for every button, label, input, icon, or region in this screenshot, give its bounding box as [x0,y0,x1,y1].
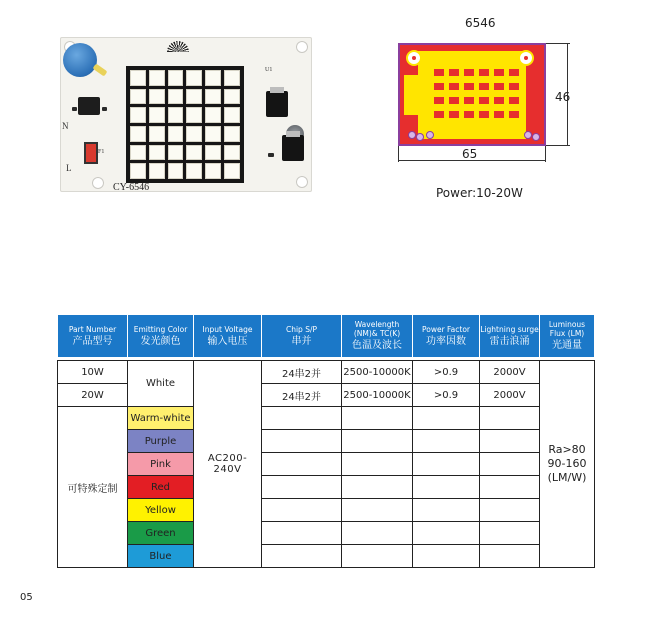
empty-cell [342,476,413,499]
pcb-pad-cell [492,81,506,92]
led-chip [224,107,240,123]
width-dimension: 65 [462,147,478,161]
empty-cell [480,476,540,499]
mount-ring [518,50,534,66]
pf-cell: >0.9 [413,361,480,384]
pcb-pad-cell [462,81,476,92]
led-chip [130,163,146,179]
empty-cell [413,522,480,545]
empty-cell [262,522,342,545]
led-chip [168,145,184,161]
led-chip [149,107,165,123]
pcb-pad-cell [462,67,476,78]
part-cell: 10W [58,361,128,384]
smd-component [268,153,274,157]
empty-cell [413,430,480,453]
wavelength-cell: 2500-10000K [342,361,413,384]
empty-cell [480,453,540,476]
board-model-label: CY-6546 [113,182,150,193]
board-marking-u1: U1 [265,67,273,73]
led-board-photo [60,37,312,192]
pcb-pad-cell [507,67,521,78]
table-row [58,361,595,384]
pcb-pad-cell [492,109,506,120]
led-chip [224,145,240,161]
bridge-rectifier [78,97,100,115]
led-chip [149,89,165,105]
led-chip [168,107,184,123]
wavelength-cell: 2500-10000K [342,384,413,407]
table-row [58,430,595,453]
page-number: 05 [20,592,33,603]
table-row [58,476,595,499]
led-chip [205,70,221,86]
led-chip [205,126,221,142]
pcb-pad-cell [477,67,491,78]
empty-cell [342,453,413,476]
empty-cell [262,453,342,476]
color-cell-pink: Pink [128,453,194,476]
color-cell-green: Green [128,522,194,545]
fuse-component [84,142,98,164]
chip-cell: 24串2并 [262,361,342,384]
led-array [126,66,244,183]
empty-cell [413,453,480,476]
varistor-lead [93,64,108,77]
led-chip [186,163,202,179]
led-chip [149,163,165,179]
color-cell-white: White [128,361,194,407]
flux-line: 90-160 [547,457,587,470]
table-row [58,522,595,545]
empty-cell [480,430,540,453]
dimension-extension [545,146,546,162]
empty-cell [262,407,342,430]
empty-cell [413,476,480,499]
pcb-pad-cell [447,81,461,92]
led-chip [168,126,184,142]
empty-cell [342,545,413,568]
header-power-factor: Power Factor 功率因数 [413,315,480,358]
mount-ring [406,50,422,66]
pcb-pad-cell [462,109,476,120]
pcb-pad-cell [507,109,521,120]
mount-hole [296,41,308,53]
ic-tab [270,87,284,93]
diagram-title: 6546 [465,16,496,30]
chip-cell: 24串2并 [262,384,342,407]
pcb-pad-cell [462,95,476,106]
brand-logo [167,41,189,52]
led-chip [205,163,221,179]
pcb-pad-cell [477,81,491,92]
dimension-extension [546,145,570,146]
led-chip [224,126,240,142]
color-cell-yellow: Yellow [128,499,194,522]
ic-tab [286,131,300,137]
empty-cell [480,545,540,568]
board-marking-l: L [66,163,72,173]
empty-cell [342,499,413,522]
led-chip [186,89,202,105]
voltage-cell: AC200-240V [194,361,262,568]
pcb-pad-cell [477,95,491,106]
table-row [58,407,595,430]
pcb-pad-cell [447,109,461,120]
led-chip [224,70,240,86]
pcb-pad-cell [477,109,491,120]
pcb-pad-cell [507,81,521,92]
led-chip [205,107,221,123]
empty-cell [413,407,480,430]
custom-cell: 可特殊定制 [58,407,128,568]
color-cell-warm-white: Warm-white [128,407,194,430]
part-cell: 20W [58,384,128,407]
copper-pad [404,75,418,115]
pcb-pad-cell [447,95,461,106]
pcb-pad-cell [432,67,446,78]
led-chip [186,107,202,123]
via [524,131,532,139]
led-chip [168,70,184,86]
table-row [58,545,595,568]
table-row [58,499,595,522]
led-chip [130,107,146,123]
header-wavelength: Wavelength (NM)& TC(K) 色温及波长 [342,315,413,358]
empty-cell [480,407,540,430]
pcb-pad-cell [432,81,446,92]
empty-cell [480,522,540,545]
header-chip-sp: Chip S/P 串并 [262,315,342,358]
mount-hole [296,176,308,188]
height-dimension: 46 [555,90,571,104]
power-rating: Power:10-20W [436,186,523,200]
flux-cell [540,361,595,568]
led-chip [130,126,146,142]
pcb-layout-diagram [398,43,546,146]
table-header-row [58,315,595,358]
spec-table [57,314,595,568]
color-cell-purple: Purple [128,430,194,453]
empty-cell [342,522,413,545]
flux-line: (LM/W) [547,471,587,484]
driver-ic [266,91,288,117]
led-chip [186,145,202,161]
empty-cell [342,430,413,453]
via [408,131,416,139]
empty-cell [480,499,540,522]
board-marking-f1: F1 [98,149,105,155]
driver-ic [282,135,304,161]
surge-cell: 2000V [480,384,540,407]
flux-line: Ra>80 [548,443,586,456]
led-chip [149,70,165,86]
header-input-voltage: Input Voltage 输入电压 [194,315,262,358]
led-chip [186,70,202,86]
empty-cell [413,499,480,522]
led-chip [149,126,165,142]
empty-cell [262,499,342,522]
smd-component [102,107,107,111]
header-lightning-surge: Lightning surge 雷击浪涌 [480,315,540,358]
via [416,133,424,141]
empty-cell [262,545,342,568]
pf-cell: >0.9 [413,384,480,407]
table-row [58,453,595,476]
empty-cell [342,407,413,430]
color-cell-blue: Blue [128,545,194,568]
varistor-component [63,43,97,77]
led-chip [224,163,240,179]
led-chip [130,89,146,105]
pcb-pad-cell [492,67,506,78]
led-chip [130,145,146,161]
led-chip [168,163,184,179]
surge-cell: 2000V [480,361,540,384]
empty-cell [262,430,342,453]
smd-component [72,107,77,111]
via [532,133,540,141]
empty-cell [413,545,480,568]
pcb-pad-cell [492,95,506,106]
header-emitting-color: Emitting Color 发光颜色 [128,315,194,358]
led-chip [224,89,240,105]
led-chip [186,126,202,142]
color-cell-red: Red [128,476,194,499]
led-chip [149,145,165,161]
header-luminous-flux: Luminous Flux (LM) 光通量 [540,315,595,358]
header-part-number: Part Number 产品型号 [58,315,128,358]
via [426,131,434,139]
pcb-pad-cell [507,95,521,106]
led-chip [205,89,221,105]
led-chip [130,70,146,86]
mount-hole [92,177,104,189]
board-marking-n: N [62,121,69,131]
empty-cell [262,476,342,499]
pcb-pad-cell [432,95,446,106]
pcb-pad-cell [447,67,461,78]
pcb-pad-cell [432,109,446,120]
led-chip [205,145,221,161]
led-chip [168,89,184,105]
